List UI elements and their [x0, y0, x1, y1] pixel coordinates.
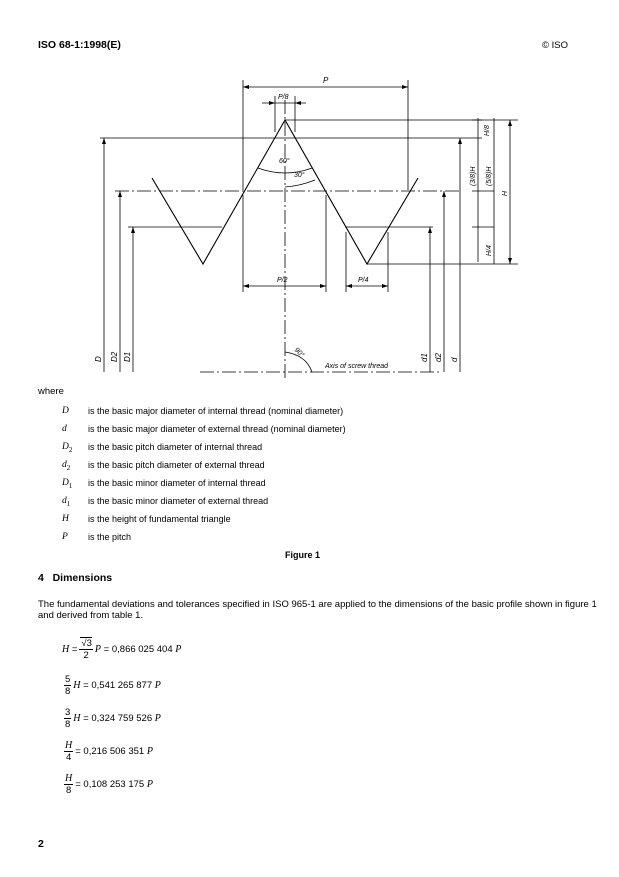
label-H58: (5/8)H: [486, 166, 493, 186]
def-text: is the basic minor diameter of internal thread: [88, 478, 266, 488]
label-H: H: [502, 190, 509, 196]
label-d: d: [450, 357, 459, 362]
equation-h-8: $\frac{H}{8}$ = 0,108 253 175 P: [65, 773, 153, 796]
section-paragraph: The fundamental deviations and tolerances specified in ISO 965-1 are applied to the dimensions of the basic profile shown in figure 1 and derived from table 1.: [38, 599, 597, 621]
copyright-notice: © ISO: [542, 40, 569, 51]
label-P4: P/4: [358, 277, 369, 284]
angle-30-arc: [285, 180, 315, 187]
def-symbol: d: [62, 496, 67, 506]
def-symbol: D: [62, 442, 69, 452]
def-text: is the height of fundamental triangle: [88, 514, 231, 524]
def-symbol: P: [62, 532, 68, 542]
label-H4: H/4: [486, 245, 493, 256]
def-text: is the basic pitch diameter of external thread: [88, 460, 265, 470]
figure-caption: Figure 1: [285, 550, 321, 560]
label-90: 90°: [292, 346, 306, 360]
def-sub: 1: [66, 499, 71, 508]
equation-5-8h: $\frac{5}{8}$ H = 0,541 265 877 P: [65, 674, 161, 697]
label-30: 30°: [294, 172, 305, 179]
label-axis: Axis of screw thread: [325, 363, 389, 370]
def-symbol: H: [62, 514, 69, 524]
def-symbol: d: [62, 424, 67, 434]
def-symbol: D: [62, 478, 69, 488]
def-text: is the basic major diameter of external thread (nominal diameter): [88, 424, 346, 434]
def-text: is the pitch: [88, 532, 132, 542]
label-D2: D2: [110, 351, 119, 362]
def-sub: 2: [66, 463, 71, 472]
label-D: D: [94, 356, 103, 362]
label-P2: P/2: [277, 277, 288, 284]
def-symbol: D: [62, 406, 69, 416]
equation-3-8h: $\frac{3}{8}$ H = 0,324 759 526 P: [65, 707, 161, 730]
label-60: 60°: [279, 158, 290, 165]
section-heading: 4 Dimensions: [38, 572, 113, 584]
label-H38: (3/8)H: [470, 166, 477, 186]
label-P: P: [323, 76, 329, 85]
where-label: where: [38, 386, 64, 397]
label-P8: P/8: [278, 94, 289, 101]
equation-h-4: $\frac{H}{4}$ = 0,216 506 351 P: [65, 740, 153, 763]
label-d1: d1: [420, 353, 429, 362]
label-H8: H/8: [484, 125, 491, 136]
page-number: 2: [38, 838, 44, 850]
def-text: is the basic pitch diameter of internal thread: [88, 442, 263, 452]
def-sub: 2: [68, 445, 73, 454]
equation-h: H = $\frac{√3}{2}$ P = 0,866 025 404 P: [62, 638, 182, 661]
def-sub: 1: [68, 481, 73, 490]
def-symbol: d: [62, 460, 67, 470]
def-text: is the basic minor diameter of external thread: [88, 496, 269, 506]
label-D1: D1: [123, 351, 132, 362]
def-text: is the basic major diameter of internal thread (nominal diameter): [88, 406, 344, 416]
label-d2: d2: [434, 353, 443, 362]
thread-profile-figure: [0, 0, 619, 380]
document-header: ISO 68-1:1998(E): [38, 39, 121, 51]
